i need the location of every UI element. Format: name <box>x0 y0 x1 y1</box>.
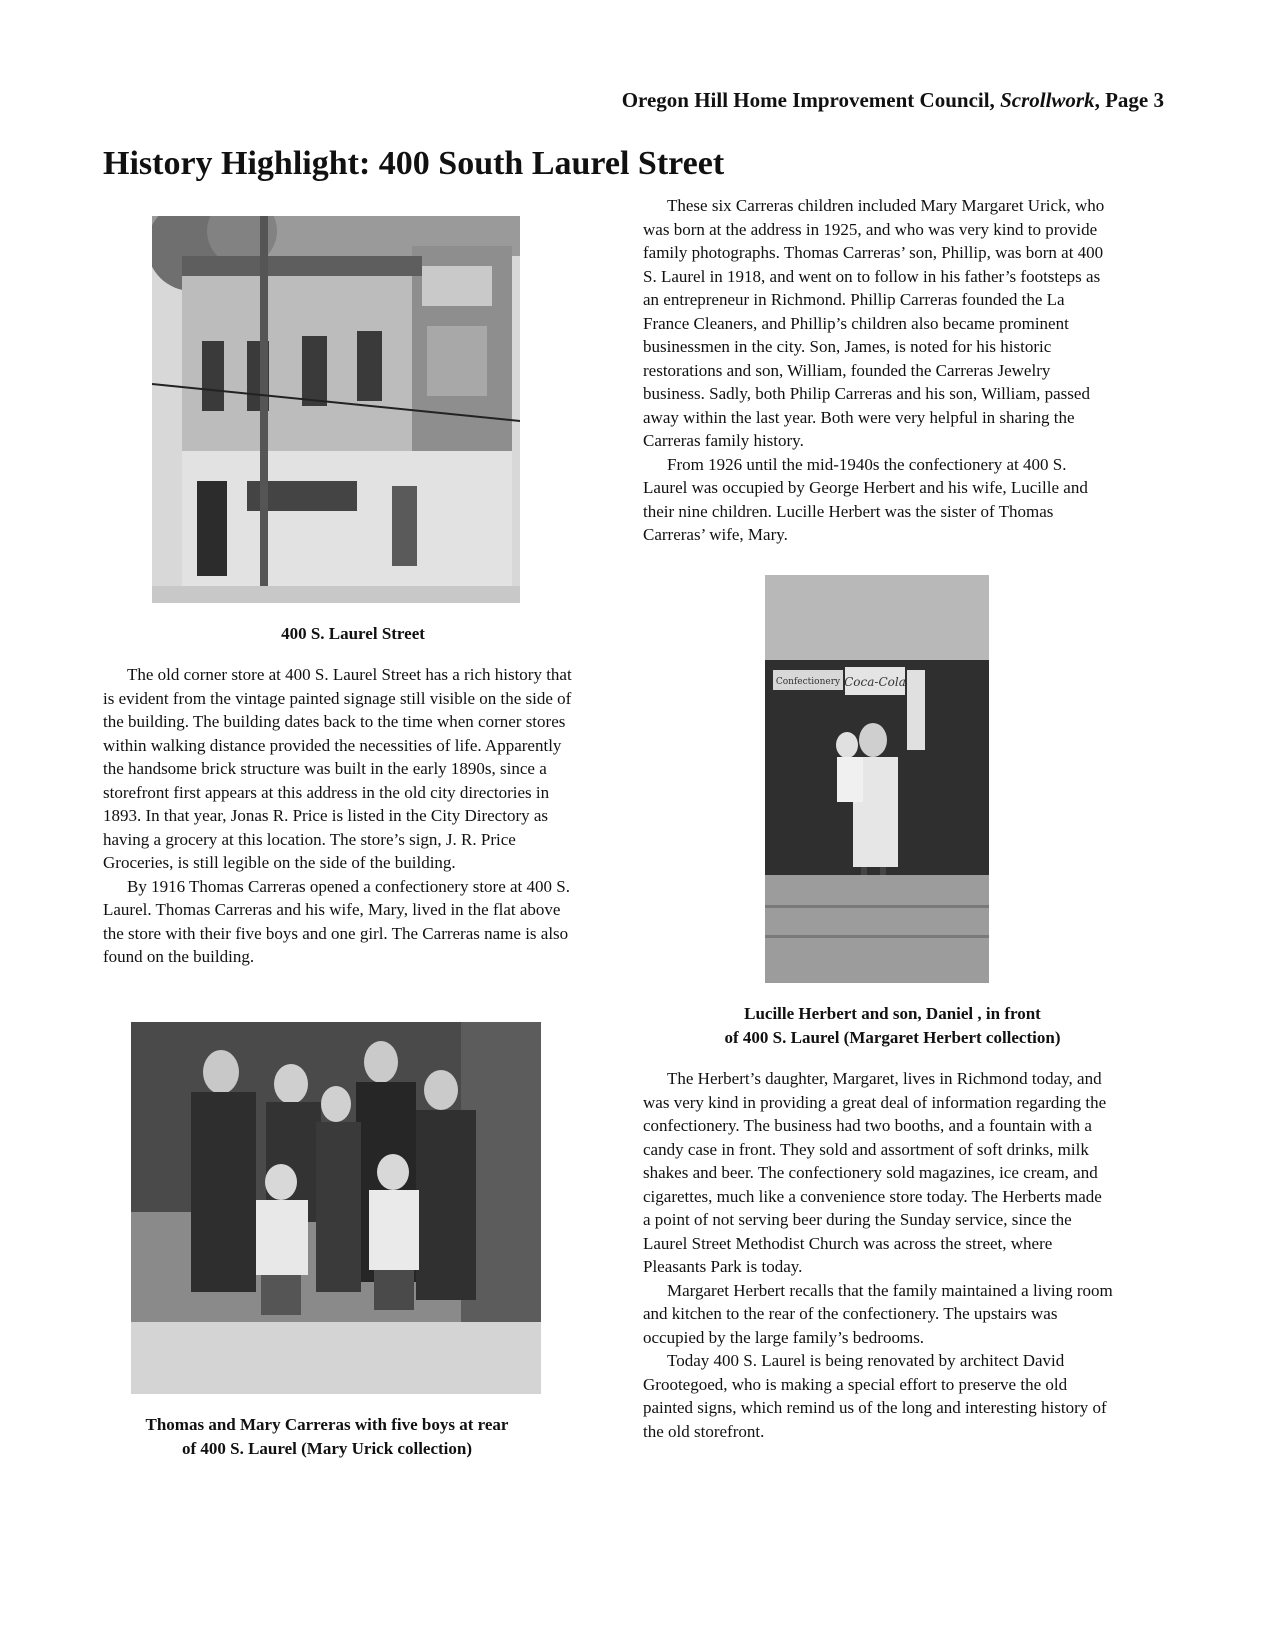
page-title: History Highlight: 400 South Laurel Street <box>103 145 725 182</box>
page-number: , Page 3 <box>1094 88 1164 112</box>
lucille-caption-line1: Lucille Herbert and son, Daniel , in front <box>744 1004 1041 1023</box>
org-name: Oregon Hill Home Improvement Council, <box>621 88 995 112</box>
paragraph: By 1916 Thomas Carreras opened a confectionery store at 400 S. Laurel. Thomas Carreras and his wife, Mary, lived in the flat above the store with their five boys and one girl. The Carreras name is also found on the building. <box>103 876 570 966</box>
paragraph: Today 400 S. Laurel is being renovated by architect David Grootegoed, who is making a special effort to preserve the old painted signs, which remind us of the long and interesting history of the old storefront. <box>643 1351 1107 1441</box>
right-column-bottom-text <box>643 1067 1113 1443</box>
confectionery-sign: Confectionery <box>775 677 841 687</box>
lucille-photo <box>765 575 989 983</box>
right-column-top-text <box>643 194 1113 547</box>
family-caption-line1: Thomas and Mary Carreras with five boys at rear <box>145 1415 509 1434</box>
coca-cola-sign: Coca-Cola <box>844 675 906 689</box>
family-caption <box>103 1413 551 1460</box>
storefront-photo <box>152 216 520 603</box>
lucille-caption-line2: of 400 S. Laurel (Margaret Herbert collection) <box>724 1027 1061 1047</box>
paragraph: From 1926 until the mid-1940s the confectionery at 400 S. Laurel was occupied by George Herbert and his wife, Lucille and their nine children. Lucille Herbert was the sister of Thomas Carreras’ wife, Mary. <box>643 454 1088 544</box>
storefront-caption-text: 400 S. Laurel Street <box>281 624 425 643</box>
paragraph: The old corner store at 400 S. Laurel Street has a rich history that is evident from the vintage painted signage still visible on the side of the building. The building dates back to the time when corner stores within walking distance provided the necessities of life. Apparently the handsome brick structure was built in the early 1890s, since a storefront first appears at this address in the old city directories in 1893. In that year, Jonas R. Price is listed in the City Directory as having a grocery at this location. The store’s sign, J. R. Price Groceries, is still legible on the side of the building. <box>103 665 572 872</box>
left-column-text <box>103 663 581 969</box>
family-caption-line2: of 400 S. Laurel (Mary Urick collection) <box>181 1438 473 1458</box>
publication-name: Scrollwork <box>1000 88 1095 112</box>
paragraph: Margaret Herbert recalls that the family maintained a living room and kitchen to the rear of the confectionery. The upstairs was occupied by the large family’s bedrooms. <box>643 1280 1113 1347</box>
paragraph: These six Carreras children included Mary Margaret Urick, who was born at the address in 1925, and who was very kind to provide family photographs. Thomas Carreras’ son, Phillip, was born at 400 S. Laurel in 1918, and went on to follow in his father’s footsteps as an entrepreneur in Richmond. Phillip Carreras founded the La France Cleaners, and Phillip’s children also became prominent businessmen in the city. Son, James, is noted for his historic restorations and son, William, founded the Carreras Jewelry business. Sadly, both Philip Carreras and his son, William, passed away within the last year. Both were very helpful in sharing the Carreras family history. <box>643 196 1105 450</box>
family-photo <box>131 1022 541 1394</box>
running-header <box>622 88 1164 113</box>
storefront-caption <box>103 622 603 646</box>
paragraph: The Herbert’s daughter, Margaret, lives in Richmond today, and was very kind in providing a great deal of information regarding the confectionery. The business had two booths, and a fountain with a candy case in front. They sold and assortment of soft drinks, milk shakes and beer. The confectionery sold magazines, ice cream, and cigarettes, much like a convenience store today. The Herberts made a point of not serving beer during the Sunday service, since the Laurel Street Methodist Church was across the street, where Pleasants Park is today. <box>643 1069 1107 1276</box>
lucille-caption <box>640 1002 1145 1049</box>
